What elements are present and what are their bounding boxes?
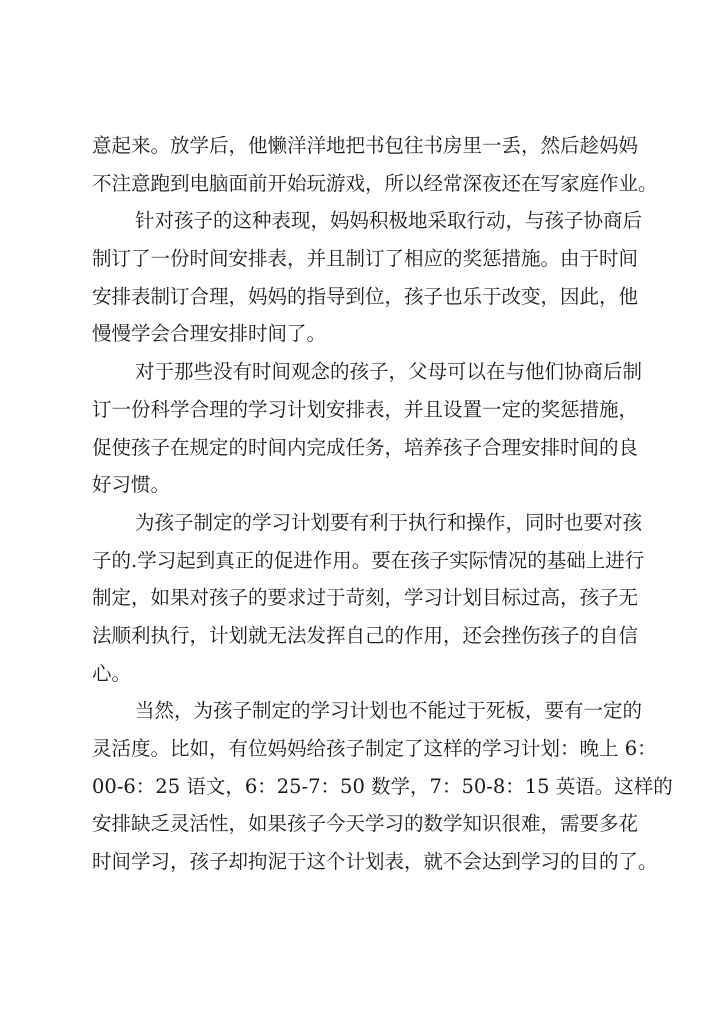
text-line: 针对孩子的这种表现，妈妈积极地采取行动，与孩子协商后 <box>135 209 643 233</box>
paragraph-2 <box>92 202 652 353</box>
text-line: 安排表制订合理，妈妈的指导到位，孩子也乐于改变，因此，他 <box>92 284 639 308</box>
paragraph-5 <box>92 692 673 880</box>
text-line: 订一份科学合理的学习计划安排表，并且设置一定的奖惩措施， <box>92 397 639 421</box>
text-line: 为孩子制定的学习计划要有利于执行和操作，同时也要对孩 <box>135 510 643 534</box>
text-line: 不注意跑到电脑面前开始玩游戏，所以经常深夜还在写家庭作业。 <box>92 171 658 195</box>
text-line: 好习惯。 <box>92 473 171 497</box>
text-line: 当然，为孩子制定的学习计划也不能过于死板，要有一定的 <box>135 699 643 723</box>
text-line: 慢慢学会合理安排时间了。 <box>92 322 327 346</box>
text-line: 子的.学习起到真正的促进作用。要在孩子实际情况的基础上进行 <box>92 548 645 572</box>
text-line: 制定，如果对孩子的要求过于苛刻，学习计划目标过高，孩子无 <box>92 586 639 610</box>
paragraph-1 <box>92 127 658 202</box>
text-line: 00-6：25 语文，6：25-7：50 数学，7：50-8：15 英语。这样的 <box>92 774 673 798</box>
text-line: 时间学习，孩子却拘泥于这个计划表，就不会达到学习的目的了。 <box>92 850 658 874</box>
text-line: 心。 <box>92 661 132 685</box>
text-line: 促使孩子在规定的时间内完成任务，培养孩子合理安排时间的良 <box>92 435 639 459</box>
text-line: 法顺利执行，计划就无法发挥自己的作用，还会挫伤孩子的自信 <box>92 623 639 647</box>
text-line: 灵活度。比如，有位妈妈给孩子制定了这样的学习计划：晚上 6： <box>92 737 657 760</box>
text-line: 意起来。放学后，他懒洋洋地把书包往书房里一丢，然后趁妈妈 <box>92 134 639 157</box>
text-line: 对于那些没有时间观念的孩子，父母可以在与他们协商后制 <box>135 360 643 384</box>
paragraph-4 <box>92 504 652 692</box>
text-line: 安排缺乏灵活性，如果孩子今天学习的数学知识很难，需要多花 <box>92 812 639 836</box>
document-body <box>92 127 673 881</box>
text-line: 制订了一份时间安排表，并且制订了相应的奖惩措施。由于时间 <box>92 247 639 271</box>
paragraph-3 <box>92 353 652 504</box>
